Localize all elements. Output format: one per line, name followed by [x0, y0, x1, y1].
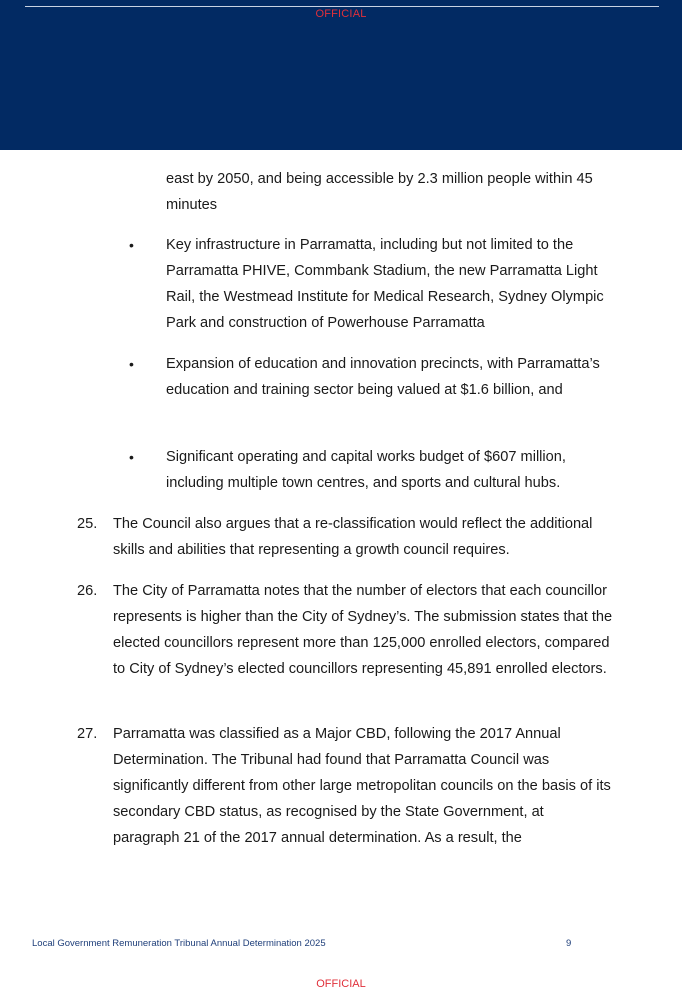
bullet-item-budget: Significant operating and capital works budget of $607 million, including multiple town centres, and sports and cultural hubs.	[166, 449, 566, 491]
paragraph-25: The Council also argues that a re-classification would reflect the additional skills and abilities that representing a growth council requires.	[113, 516, 593, 558]
bullet-item-education: Expansion of education and innovation precincts, with Parramatta’s education and training sector being valued at $1.6 billion, and	[166, 356, 600, 398]
classification-marking-bottom: OFFICIAL	[316, 978, 366, 990]
footer-document-title: Local Government Remuneration Tribunal Annual Determination 2025	[32, 938, 326, 949]
paragraph-27: Parramatta was classified as a Major CBD, following the 2017 Annual Determination. The Tribunal had found that Parramatta Council was significantly different from other large metropolitan councils on the basis of its secondary CBD status, as recognised by the State Government, at paragraph 21 of the 2017 annual determination. As a result, the	[113, 726, 611, 846]
header-band	[0, 0, 682, 150]
bullet-marker: •	[129, 237, 134, 253]
classification-marking-top: OFFICIAL	[315, 8, 367, 20]
paragraph-number: 25.	[77, 516, 98, 532]
bullet-marker: •	[129, 449, 134, 465]
footer-page-number: 9	[566, 938, 572, 949]
continuation-text: east by 2050, and being accessible by 2.3 million people within 45 minutes	[166, 171, 593, 213]
header-rule	[25, 6, 659, 7]
bullet-marker: •	[129, 356, 134, 372]
paragraph-number: 26.	[77, 583, 98, 599]
paragraph-26: The City of Parramatta notes that the number of electors that each councillor represents is higher than the City of Sydney’s. The submission states that the elected councillors represent more than 125,000 enrolled electors, compared to City of Sydney’s elected councillors representing 45,891 enrolled electors.	[113, 583, 613, 677]
paragraph-number: 27.	[77, 726, 98, 742]
bullet-item-infrastructure: Key infrastructure in Parramatta, including but not limited to the Parramatta PHIVE, Commbank Stadium, the new Parramatta Light Rail, the Westmead Institute for Medical Research, Sydney Olympic Park and construction of Powerhouse Parramatta	[166, 237, 604, 331]
